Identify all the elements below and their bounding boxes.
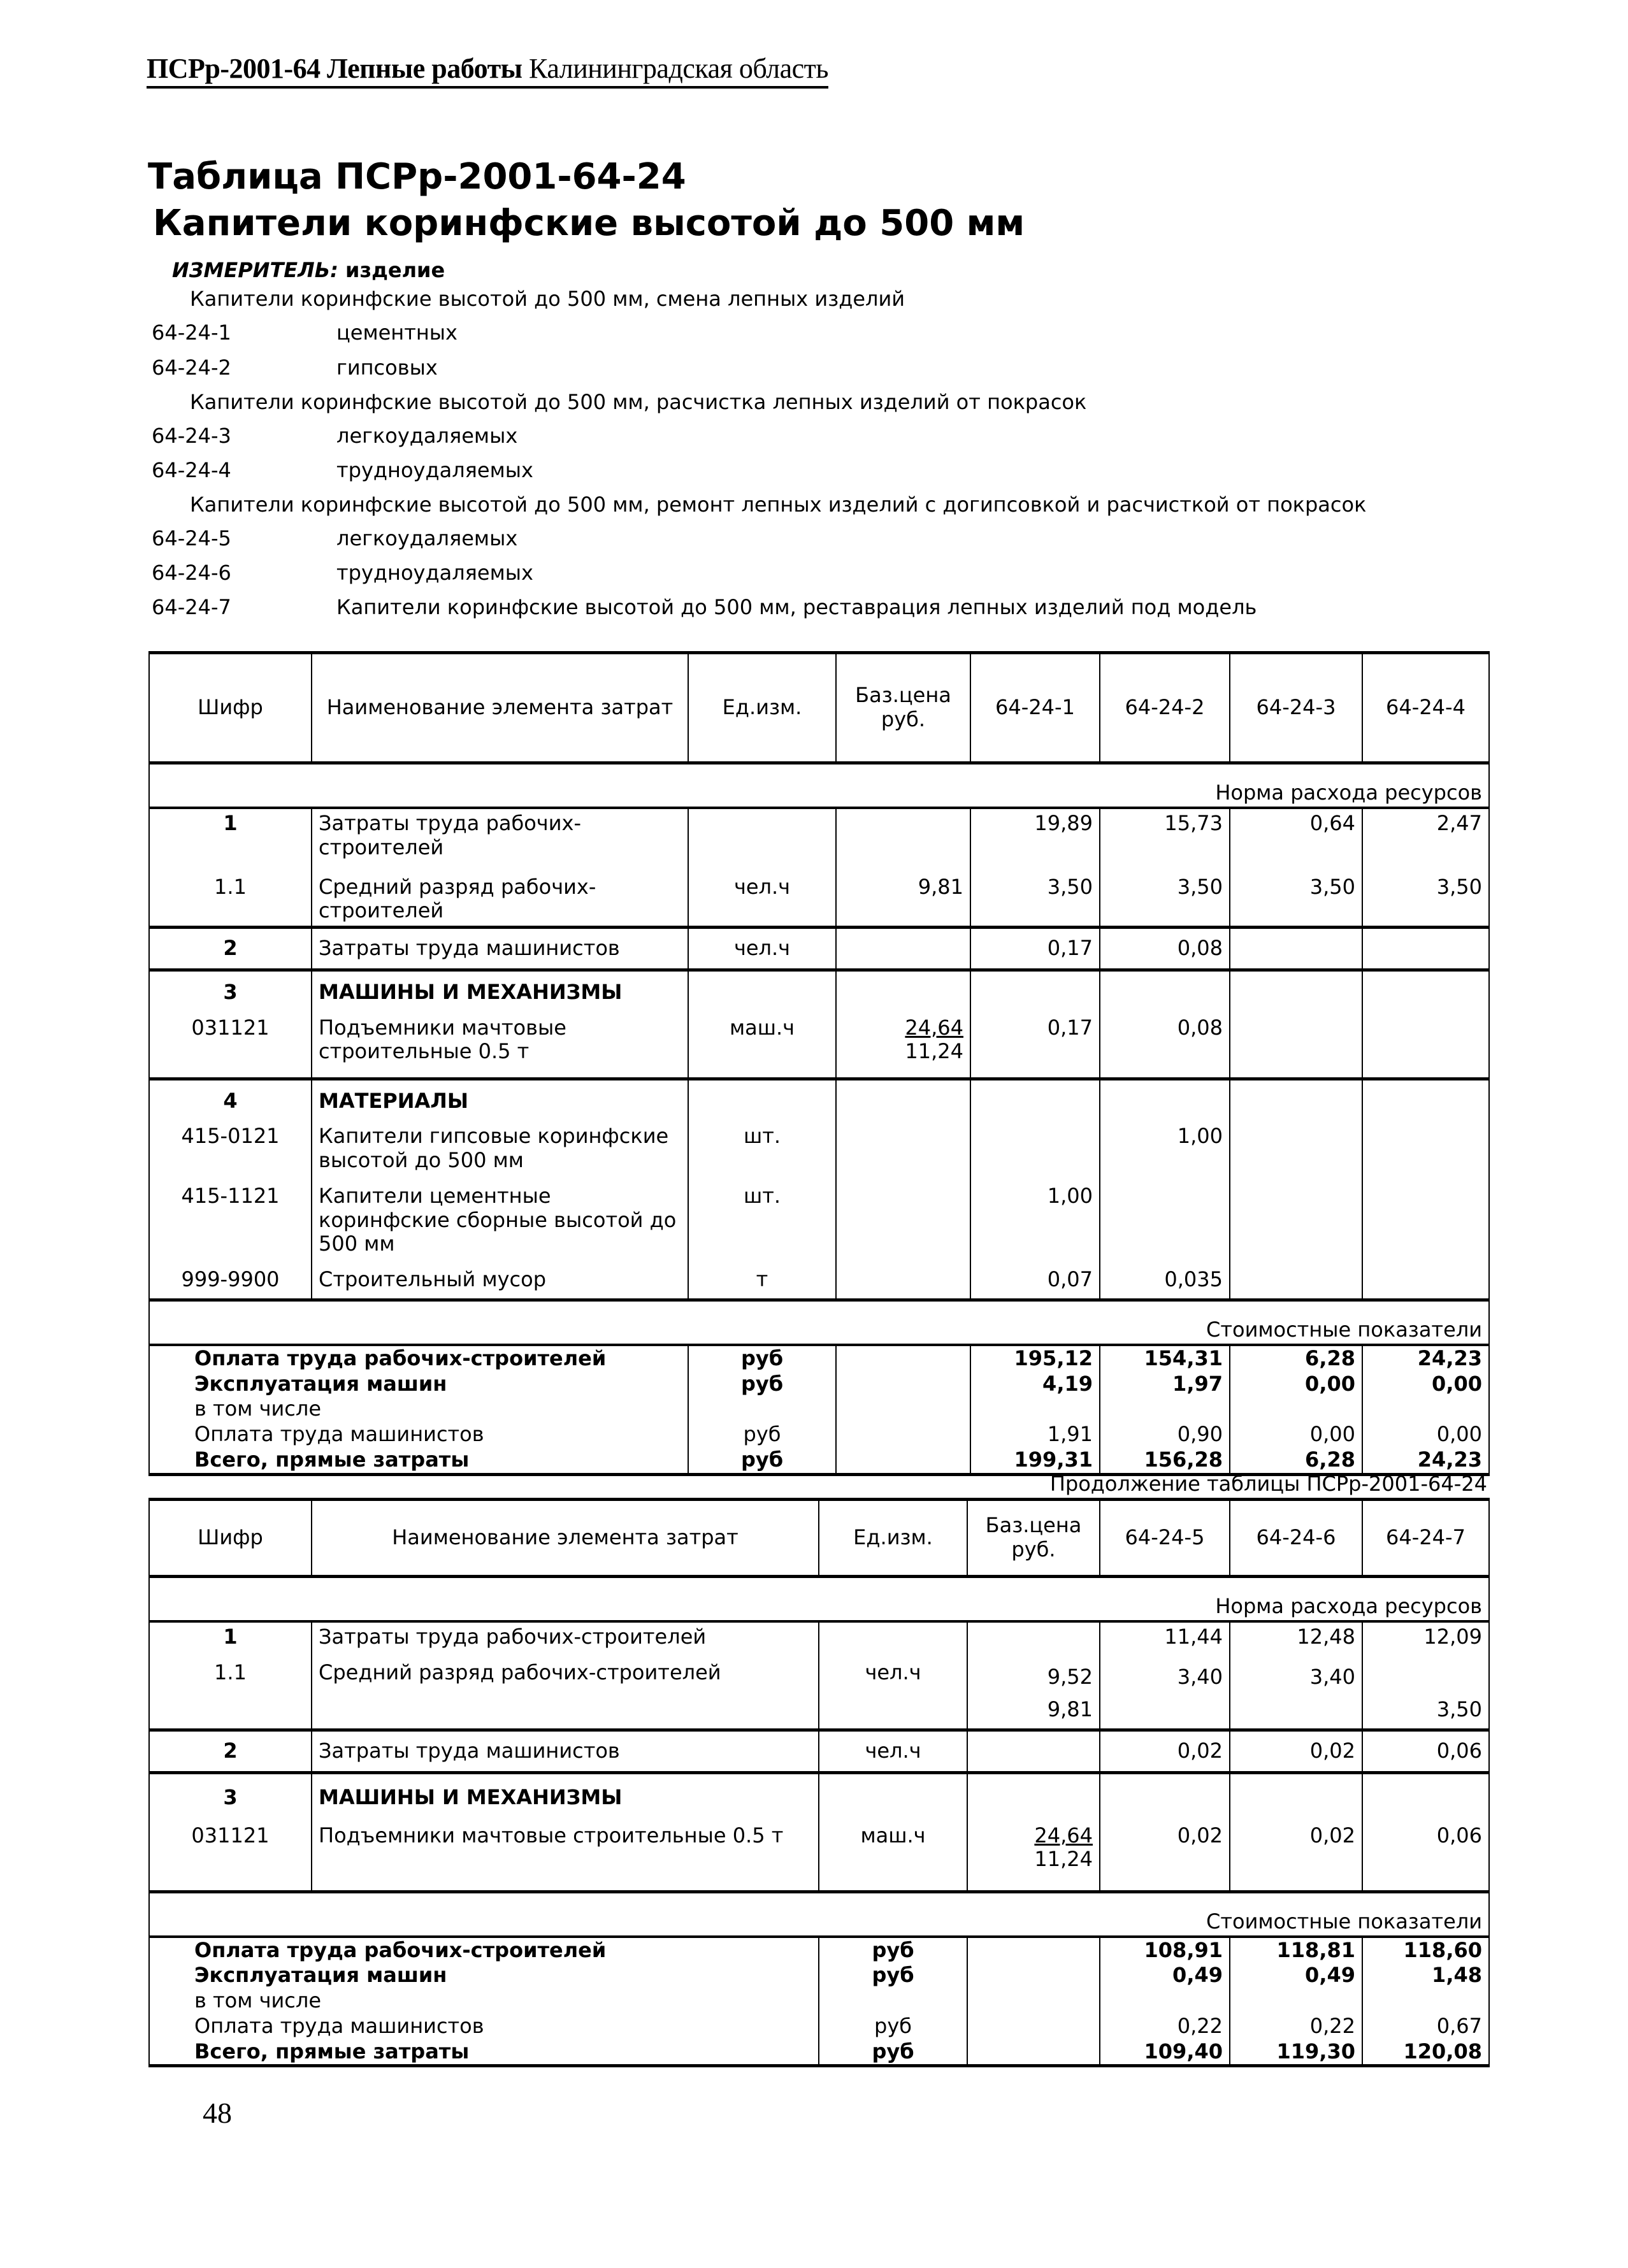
row-name: Капители цементные коринфские сборные высотой до 500 мм <box>312 1175 688 1259</box>
row-code: 1 <box>149 1621 312 1652</box>
empty-cell <box>1100 970 1230 1007</box>
total-unit: руб <box>819 2039 967 2066</box>
empty-cell <box>1362 970 1489 1007</box>
row-value: 0,17 <box>970 928 1100 970</box>
row-value: 2,47 <box>1362 808 1489 863</box>
totals-row <box>149 1422 1489 1447</box>
empty-cell <box>1100 1772 1230 1812</box>
row-unit <box>688 808 836 863</box>
total-value: 109,40 <box>1100 2039 1230 2066</box>
header-region: Калининградская область <box>529 53 828 84</box>
empty-cell <box>836 1396 970 1422</box>
row-price-cell <box>836 1007 970 1079</box>
header-code: ПСРр-2001-64 <box>147 53 321 84</box>
table-row <box>149 1079 1489 1116</box>
row-value: 1,00 <box>1100 1116 1230 1175</box>
row-value: 0,02 <box>1100 1730 1230 1773</box>
desc-code: 64-24-7 <box>152 595 231 619</box>
desc-text: легкоудаляемых <box>336 526 518 550</box>
row-price-secondary: 11,24 <box>1034 1847 1093 1872</box>
empty-cell <box>967 1772 1100 1812</box>
row-unit: маш.ч <box>688 1007 836 1079</box>
empty-cell <box>1230 1396 1362 1422</box>
row-code: 4 <box>149 1079 312 1116</box>
total-name: Эксплуатация машин <box>149 1963 819 1988</box>
row-price <box>967 1621 1100 1652</box>
empty-cell <box>819 1988 967 2014</box>
col-header-price: Баз.цена руб. <box>836 653 970 763</box>
section-row-costs <box>149 1300 1489 1345</box>
desc-text: легкоудаляемых <box>336 424 518 448</box>
row-price <box>836 808 970 863</box>
col-header-variant: 64-24-7 <box>1362 1500 1489 1577</box>
total-value: 1,97 <box>1100 1372 1230 1397</box>
total-value: 0,67 <box>1362 2014 1489 2039</box>
col-header-variant: 64-24-2 <box>1100 653 1230 763</box>
row-name: Затраты труда рабочих-строителей <box>312 1621 819 1652</box>
empty-cell <box>836 970 970 1007</box>
desc-group: Капители коринфские высотой до 500 мм, смена лепных изделий <box>190 287 905 311</box>
total-value: 119,30 <box>1230 2039 1362 2066</box>
row-value: 15,73 <box>1100 808 1230 863</box>
row-price <box>836 1175 970 1259</box>
empty-cell <box>967 2039 1100 2066</box>
table-row <box>149 863 1489 928</box>
total-value: 156,28 <box>1100 1447 1230 1474</box>
empty-cell <box>1100 1396 1230 1422</box>
totals-row <box>149 1345 1489 1372</box>
total-value: 0,49 <box>1230 1963 1362 1988</box>
total-value: 24,23 <box>1362 1345 1489 1372</box>
row-value <box>1362 1259 1489 1300</box>
row-unit: шт. <box>688 1175 836 1259</box>
empty-cell <box>967 1963 1100 1988</box>
total-name: Эксплуатация машин <box>149 1372 688 1397</box>
resource-table-2 <box>148 1498 1490 2067</box>
row-unit: т <box>688 1259 836 1300</box>
col-header-unit: Ед.изм. <box>819 1500 967 1577</box>
row-code: 2 <box>149 1730 312 1773</box>
total-value: 199,31 <box>970 1447 1100 1474</box>
totals-row <box>149 1937 1489 1963</box>
total-name: Всего, прямые затраты <box>149 1447 688 1474</box>
total-value: 108,91 <box>1100 1937 1230 1963</box>
empty-cell <box>836 1422 970 1447</box>
totals-row <box>149 1988 1489 2014</box>
total-value: 0,49 <box>1100 1963 1230 1988</box>
row-price <box>967 1730 1100 1773</box>
row-unit: маш.ч <box>819 1812 967 1892</box>
empty-cell <box>967 1937 1100 1963</box>
total-value: 4,19 <box>970 1372 1100 1397</box>
col-header-variant: 64-24-5 <box>1100 1500 1230 1577</box>
col-header-variant: 64-24-1 <box>970 653 1100 763</box>
row-value: 0,06 <box>1362 1730 1489 1773</box>
desc-text: цементных <box>336 320 457 345</box>
table-row <box>149 1621 1489 1652</box>
running-header <box>147 52 828 89</box>
row-price-secondary: 11,24 <box>905 1039 963 1064</box>
total-value: 24,23 <box>1362 1447 1489 1474</box>
total-value: 120,08 <box>1362 2039 1489 2066</box>
row-name: Затраты труда машинистов <box>312 1730 819 1773</box>
row-value: 11,44 <box>1100 1621 1230 1652</box>
total-value: 0,00 <box>1230 1422 1362 1447</box>
row-name: МАШИНЫ И МЕХАНИЗМЫ <box>312 1772 819 1812</box>
col-header-name: Наименование элемента затрат <box>312 1500 819 1577</box>
totals-row <box>149 1963 1489 1988</box>
row-code: 2 <box>149 928 312 970</box>
empty-cell <box>1362 1396 1489 1422</box>
col-header-code: Шифр <box>149 653 312 763</box>
totals-row <box>149 2039 1489 2066</box>
total-name: Всего, прямые затраты <box>149 2039 819 2066</box>
empty-cell <box>836 1447 970 1474</box>
row-value: 3,50 <box>970 863 1100 928</box>
row-price-cell <box>967 1652 1100 1730</box>
row-value <box>1230 1259 1362 1300</box>
desc-code: 64-24-3 <box>152 424 231 448</box>
total-name: в том числе <box>149 1988 819 2014</box>
row-value: 0,08 <box>1100 1007 1230 1079</box>
row-name: Капители гипсовые коринфские высотой до 500 мм <box>312 1116 688 1175</box>
row-value: 3,50 <box>1230 863 1362 928</box>
row-unit: чел.ч <box>819 1730 967 1773</box>
desc-text: трудноудаляемых <box>336 561 533 585</box>
empty-cell <box>1230 970 1362 1007</box>
row-value <box>1362 1007 1489 1079</box>
desc-code: 64-24-5 <box>152 526 231 550</box>
total-value: 6,28 <box>1230 1447 1362 1474</box>
row-code: 3 <box>149 970 312 1007</box>
total-name: в том числе <box>149 1396 688 1422</box>
row-code: 1 <box>149 808 312 863</box>
total-unit: руб <box>819 1937 967 1963</box>
empty-cell <box>970 1396 1100 1422</box>
total-unit: руб <box>819 1963 967 1988</box>
table-header-row <box>149 653 1489 763</box>
row-value: 3,50 <box>1362 863 1489 928</box>
row-price: 9,81 <box>836 863 970 928</box>
row-price: 24,64 <box>905 1015 963 1040</box>
row-value: 1,00 <box>970 1175 1100 1259</box>
section-label: Норма расхода ресурсов <box>149 1577 1489 1622</box>
section-row-norms <box>149 763 1489 808</box>
measure-unit <box>172 258 445 282</box>
row-price: 24,64 <box>1034 1823 1093 1848</box>
empty-cell <box>970 970 1100 1007</box>
row-price: 9,52 <box>1047 1664 1093 1689</box>
row-price-cell <box>967 1812 1100 1892</box>
row-value <box>1362 928 1489 970</box>
row-value: 19,89 <box>970 808 1100 863</box>
row-code: 3 <box>149 1772 312 1812</box>
empty-cell <box>967 2014 1100 2039</box>
desc-group: Капители коринфские высотой до 500 мм, расчистка лепных изделий от покрасок <box>190 390 1087 414</box>
col-header-variant: 64-24-3 <box>1230 653 1362 763</box>
totals-row <box>149 1396 1489 1422</box>
row-value: 0,035 <box>1100 1259 1230 1300</box>
table-row <box>149 1772 1489 1812</box>
desc-code: 64-24-1 <box>152 320 231 345</box>
total-value: 0,00 <box>1362 1422 1489 1447</box>
empty-cell <box>967 1988 1100 2014</box>
col-header-unit: Ед.изм. <box>688 653 836 763</box>
total-name: Оплата труда машинистов <box>149 2014 819 2039</box>
desc-text: Капители коринфские высотой до 500 мм, реставрация лепных изделий под модель <box>336 595 1257 619</box>
row-price <box>836 1116 970 1175</box>
total-name: Оплата труда машинистов <box>149 1422 688 1447</box>
row-unit <box>819 1621 967 1652</box>
row-name: Строительный мусор <box>312 1259 688 1300</box>
section-row-norms <box>149 1577 1489 1622</box>
row-value: 12,09 <box>1362 1621 1489 1652</box>
continuation-caption: Продолжение таблицы ПСРр-2001-64-24 <box>1049 1472 1487 1496</box>
total-unit: руб <box>688 1422 836 1447</box>
row-name: МАТЕРИАЛЫ <box>312 1079 688 1116</box>
empty-cell <box>819 1772 967 1812</box>
row-value-secondary: 3,50 <box>1436 1697 1482 1721</box>
empty-cell <box>688 1396 836 1422</box>
total-value: 154,31 <box>1100 1345 1230 1372</box>
section-row-costs <box>149 1891 1489 1937</box>
row-name: Затраты труда машинистов <box>312 928 688 970</box>
row-code: 031121 <box>149 1812 312 1892</box>
empty-cell <box>836 1372 970 1397</box>
row-value <box>1362 1116 1489 1175</box>
measure-value: изделие <box>345 258 445 282</box>
row-name: Подъемники мачтовые строительные 0.5 т <box>312 1812 819 1892</box>
col-header-variant: 64-24-6 <box>1230 1500 1362 1577</box>
row-value <box>1230 1175 1362 1259</box>
row-value-cell <box>1100 1652 1230 1730</box>
empty-cell <box>688 1079 836 1116</box>
desc-text: гипсовых <box>336 355 438 380</box>
table-row <box>149 1175 1489 1259</box>
empty-cell <box>1362 1079 1489 1116</box>
row-value: 3,50 <box>1100 863 1230 928</box>
table-row <box>149 808 1489 863</box>
total-value: 0,22 <box>1100 2014 1230 2039</box>
row-value: 0,02 <box>1230 1812 1362 1892</box>
row-name: Подъемники мачтовые строительные 0.5 т <box>312 1007 688 1079</box>
total-value: 6,28 <box>1230 1345 1362 1372</box>
empty-cell <box>1100 1079 1230 1116</box>
table-row <box>149 928 1489 970</box>
total-value: 1,48 <box>1362 1963 1489 1988</box>
total-value: 118,81 <box>1230 1937 1362 1963</box>
empty-cell <box>836 1079 970 1116</box>
empty-cell <box>1362 1988 1489 2014</box>
empty-cell <box>1230 1988 1362 2014</box>
desc-code: 64-24-2 <box>152 355 231 380</box>
empty-cell <box>1100 1988 1230 2014</box>
row-price-secondary: 9,81 <box>1047 1697 1093 1721</box>
table-row <box>149 1116 1489 1175</box>
total-unit: руб <box>688 1372 836 1397</box>
row-value: 0,64 <box>1230 808 1362 863</box>
total-name: Оплата труда рабочих-строителей <box>149 1345 688 1372</box>
col-header-price: Баз.цена руб. <box>967 1500 1100 1577</box>
table-subtitle: Капители коринфские высотой до 500 мм <box>153 203 1025 244</box>
table-row <box>149 970 1489 1007</box>
row-code: 415-1121 <box>149 1175 312 1259</box>
row-value: 0,02 <box>1230 1730 1362 1773</box>
row-unit: шт. <box>688 1116 836 1175</box>
table-row <box>149 1652 1489 1730</box>
desc-code: 64-24-6 <box>152 561 231 585</box>
row-name: Затраты труда рабочих-строителей <box>312 808 688 863</box>
table-row <box>149 1730 1489 1773</box>
row-code: 031121 <box>149 1007 312 1079</box>
table-title: Таблица ПСРр-2001-64-24 <box>148 156 686 197</box>
row-value: 0,07 <box>970 1259 1100 1300</box>
section-label: Стоимостные показатели <box>149 1891 1489 1937</box>
total-value: 0,00 <box>1230 1372 1362 1397</box>
desc-code: 64-24-4 <box>152 458 231 482</box>
row-price <box>836 928 970 970</box>
totals-row <box>149 2014 1489 2039</box>
row-code: 1.1 <box>149 1652 312 1730</box>
row-value-cell <box>1230 1652 1362 1730</box>
row-value <box>1230 1116 1362 1175</box>
total-unit: руб <box>688 1345 836 1372</box>
row-price <box>836 1259 970 1300</box>
col-header-name: Наименование элемента затрат <box>312 653 688 763</box>
row-value: 0,06 <box>1362 1812 1489 1892</box>
row-value <box>1230 1007 1362 1079</box>
totals-row <box>149 1447 1489 1474</box>
desc-text: трудноудаляемых <box>336 458 533 482</box>
row-code: 1.1 <box>149 863 312 928</box>
section-label: Стоимостные показатели <box>149 1300 1489 1345</box>
table-row <box>149 1259 1489 1300</box>
empty-cell <box>1230 1079 1362 1116</box>
total-value: 195,12 <box>970 1345 1100 1372</box>
row-unit: чел.ч <box>688 928 836 970</box>
row-code: 999-9900 <box>149 1259 312 1300</box>
table-row <box>149 1812 1489 1892</box>
total-value: 0,00 <box>1362 1372 1489 1397</box>
row-value: 12,48 <box>1230 1621 1362 1652</box>
total-value: 118,60 <box>1362 1937 1489 1963</box>
row-value: 0,02 <box>1100 1812 1230 1892</box>
row-value: 0,17 <box>970 1007 1100 1079</box>
row-code: 415-0121 <box>149 1116 312 1175</box>
row-value <box>970 1116 1100 1175</box>
empty-cell <box>1362 1772 1489 1812</box>
table-row <box>149 1007 1489 1079</box>
desc-group: Капители коринфские высотой до 500 мм, ремонт лепных изделий с догипсовкой и расчисткой от покрасок <box>190 492 1367 517</box>
section-label: Норма расхода ресурсов <box>149 763 1489 808</box>
total-value: 0,90 <box>1100 1422 1230 1447</box>
row-value <box>1230 928 1362 970</box>
row-unit: чел.ч <box>688 863 836 928</box>
row-value: 3,40 <box>1309 1664 1355 1689</box>
row-value: 0,08 <box>1100 928 1230 970</box>
empty-cell <box>836 1345 970 1372</box>
col-header-variant: 64-24-4 <box>1362 653 1489 763</box>
empty-cell <box>970 1079 1100 1116</box>
row-unit: чел.ч <box>819 1652 967 1730</box>
total-unit: руб <box>688 1447 836 1474</box>
total-unit: руб <box>819 2014 967 2039</box>
row-name: МАШИНЫ И МЕХАНИЗМЫ <box>312 970 688 1007</box>
row-value-cell <box>1362 1652 1489 1730</box>
row-name: Средний разряд рабочих-строителей <box>312 1652 819 1730</box>
page-number: 48 <box>203 2097 232 2129</box>
totals-row <box>149 1372 1489 1397</box>
header-section: Лепные работы <box>327 53 522 84</box>
col-header-code: Шифр <box>149 1500 312 1577</box>
measure-label: ИЗМЕРИТЕЛЬ: <box>172 258 338 282</box>
empty-cell <box>688 970 836 1007</box>
resource-table-1 <box>148 651 1490 1476</box>
row-name: Средний разряд рабочих-строителей <box>312 863 688 928</box>
table-header-row <box>149 1500 1489 1577</box>
row-value <box>1362 1175 1489 1259</box>
total-value: 1,91 <box>970 1422 1100 1447</box>
row-value <box>1100 1175 1230 1259</box>
total-value: 0,22 <box>1230 2014 1362 2039</box>
total-name: Оплата труда рабочих-строителей <box>149 1937 819 1963</box>
empty-cell <box>1230 1772 1362 1812</box>
row-value: 3,40 <box>1177 1664 1223 1689</box>
